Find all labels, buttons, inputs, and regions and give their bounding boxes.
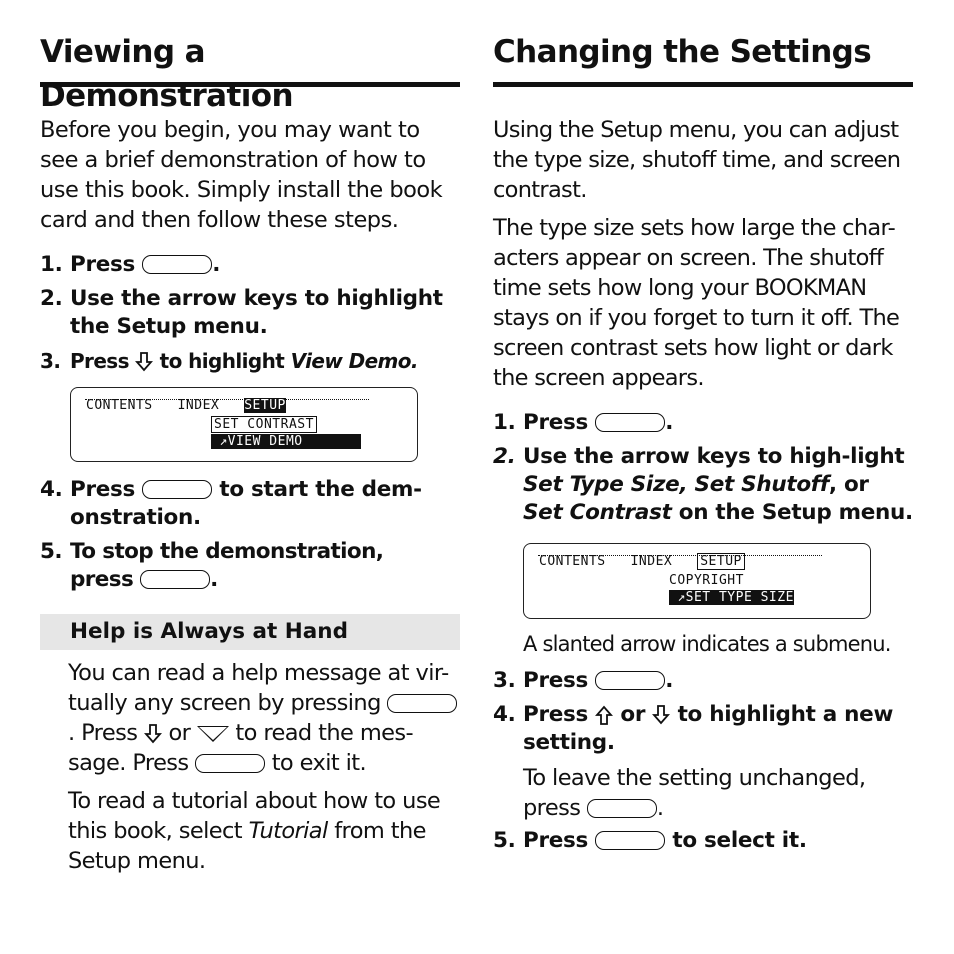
key-button-icon bbox=[195, 754, 265, 773]
lcd-screen-settings: CONTENTS INDEX SETUP COPYRIGHT ↗SET TYPE SIZE bbox=[523, 543, 871, 619]
settings-step-2: 2. Use the arrow keys to high-light Set Type Size, Set Shutoff, or Set Contrast on the Setup menu. bbox=[493, 444, 913, 525]
section-title-settings: Changing the Settings bbox=[493, 34, 872, 70]
section-title-demo: Viewing a Demonstration bbox=[40, 34, 293, 114]
triangle-down-icon bbox=[197, 726, 229, 742]
demo-step-3: 3. Press to highlight View Demo. bbox=[40, 349, 418, 373]
submenu-caption: A slanted arrow indicates a submenu. bbox=[523, 632, 891, 656]
demo-intro: Before you begin, you may want to see a brief demonstration of how to use this book. Simply install the book card and then follow these steps. bbox=[40, 117, 443, 233]
settings-step-5: 5. Press to select it. bbox=[493, 828, 807, 853]
key-button-icon bbox=[140, 570, 210, 589]
demo-step-5: 5. To stop the demonstration, press . bbox=[40, 539, 384, 592]
demo-step-1: 1. Press . bbox=[40, 252, 221, 277]
down-arrow-icon bbox=[652, 705, 670, 725]
lcd-screen-demo: CONTENTS INDEX SETUP SET CONTRAST ↗VIEW DEMO bbox=[70, 387, 418, 462]
demo-step-2: 2. Use the arrow keys to highlight the Setup menu. bbox=[40, 286, 443, 339]
help-heading-box bbox=[40, 614, 460, 650]
settings-step-1: 1. Press . bbox=[493, 410, 674, 435]
down-arrow-icon bbox=[135, 352, 153, 372]
settings-step-4: 4. Press or to highlight a new setting. bbox=[493, 702, 894, 755]
up-arrow-icon bbox=[595, 705, 613, 725]
key-button-icon bbox=[142, 255, 212, 274]
key-button-icon bbox=[142, 480, 212, 499]
right-column bbox=[493, 30, 913, 855]
demo-step-4: 4. Press to start the dem-onstration. bbox=[40, 477, 422, 530]
settings-step-4-note: To leave the setting unchanged, press . bbox=[523, 765, 866, 821]
help-paragraph-1: You can read a help message at vir-tually any screen by pressing . Press or to read the mes-sage. Press to exit it. bbox=[40, 658, 460, 778]
down-arrow-icon bbox=[144, 724, 162, 744]
key-button-icon bbox=[595, 671, 665, 690]
key-button-icon bbox=[387, 694, 457, 713]
settings-description: The type size sets how large the char-acters appear on screen. The shutoff time sets how long your BOOKMAN stays on if you forget to turn it off. The screen contrast sets how light or dark the screen appears. bbox=[493, 215, 900, 391]
settings-intro: Using the Setup menu, you can adjust the type size, shutoff time, and screen contrast. bbox=[493, 117, 901, 203]
help-heading: Help is Always at Hand bbox=[70, 619, 348, 644]
key-button-icon bbox=[595, 413, 665, 432]
key-button-icon bbox=[587, 799, 657, 818]
left-column bbox=[40, 30, 460, 876]
key-button-icon bbox=[595, 831, 665, 850]
title-rule bbox=[493, 82, 913, 87]
help-paragraph-2: To read a tutorial about how to use this book, select Tutorial from the Setup menu. bbox=[68, 788, 441, 874]
settings-step-3: 3. Press . bbox=[493, 668, 674, 693]
